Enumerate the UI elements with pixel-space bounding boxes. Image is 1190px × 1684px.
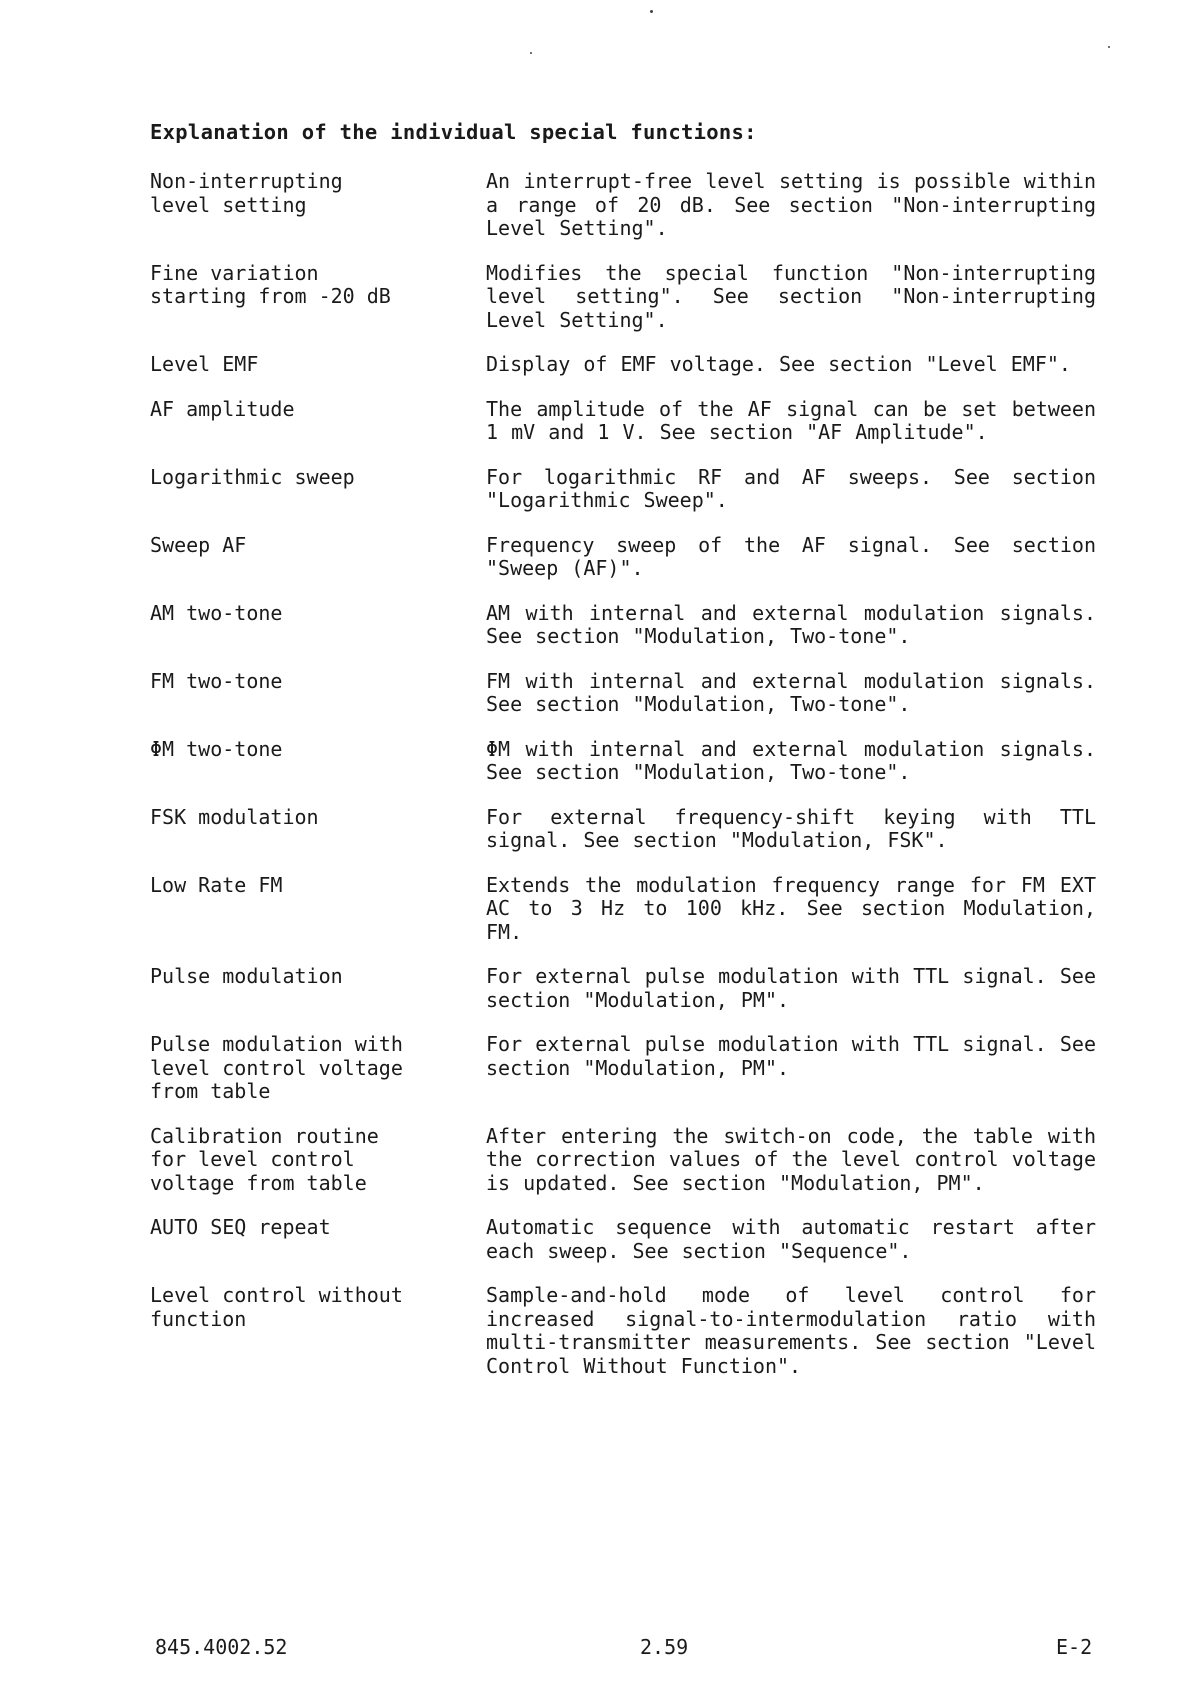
function-term: Sweep AF (150, 532, 247, 557)
function-entry (150, 170, 1100, 241)
function-entry (150, 398, 1100, 445)
function-description: Modifies the special function "Non-interrupting level setting". See section "Non-interrupting Level Setting". (486, 260, 1096, 332)
function-description: For external frequency-shift keying with TTL signal. See section "Modulation, FSK". (486, 804, 1096, 852)
function-description: Extends the modulation frequency range for FM EXT AC to 3 Hz to 100 kHz. See section Modulation, FM. (486, 872, 1096, 944)
scan-speck (650, 10, 653, 13)
function-term: Logarithmic sweep (150, 464, 355, 489)
function-entry (150, 602, 1100, 649)
function-description: An interrupt-free level setting is possible within a range of 20 dB. See section "Non-interrupting Level Setting". (486, 169, 1096, 240)
function-entry (150, 466, 1100, 513)
function-term: Fine variation starting from -20 dB (150, 260, 391, 308)
function-term: Level EMF (150, 352, 259, 376)
footer-doc-number: 845.4002.52 (155, 1635, 288, 1659)
function-term: Pulse modulation with level control voltage from table (150, 1032, 403, 1103)
function-entry (150, 874, 1100, 945)
function-term: AF amplitude (150, 396, 295, 421)
function-term: Level control without function (150, 1283, 403, 1331)
function-entry (150, 262, 1100, 333)
function-entry (150, 1125, 1100, 1196)
function-entry (150, 1284, 1100, 1378)
function-description: The amplitude of the AF signal can be set between 1 mV and 1 V. See section "AF Amplitude". (486, 396, 1096, 444)
scan-speck (1108, 46, 1110, 48)
function-entry (150, 534, 1100, 581)
function-term: FSK modulation (150, 804, 319, 829)
function-description: FM with internal and external modulation signals. See section "Modulation, Two-tone". (486, 668, 1096, 716)
function-term: Pulse modulation (150, 964, 343, 988)
function-term: AUTO SEQ repeat (150, 1215, 331, 1239)
function-description: Display of EMF voltage. See section "Level EMF". (486, 352, 1071, 376)
function-term: AM two-tone (150, 600, 283, 625)
function-description: For logarithmic RF and AF sweeps. See section "Logarithmic Sweep". (486, 464, 1096, 512)
function-description: For external pulse modulation with TTL signal. See section "Modulation, PM". (486, 1032, 1096, 1080)
function-description: ΦM with internal and external modulation signals. See section "Modulation, Two-tone". (486, 736, 1096, 784)
function-description: AM with internal and external modulation signals. See section "Modulation, Two-tone". (486, 600, 1096, 648)
function-entry (150, 670, 1100, 717)
function-entry (150, 806, 1100, 853)
page-heading: Explanation of the individual special functions: (150, 120, 757, 144)
function-term: Calibration routine for level control voltage from table (150, 1123, 379, 1195)
function-description: For external pulse modulation with TTL signal. See section "Modulation, PM". (486, 964, 1096, 1012)
function-term: Low Rate FM (150, 872, 283, 897)
function-list (150, 170, 1100, 1399)
function-description: After entering the switch-on code, the table with the correction values of the level control voltage is updated. See section "Modulation, PM". (486, 1123, 1096, 1195)
function-description: Frequency sweep of the AF signal. See section "Sweep (AF)". (486, 532, 1096, 580)
function-description: Automatic sequence with automatic restart after each sweep. See section "Sequence". (486, 1215, 1096, 1263)
scan-speck (530, 52, 532, 54)
function-term: FM two-tone (150, 668, 283, 693)
footer-revision: 2.59 (640, 1635, 689, 1659)
function-term: Non-interrupting level setting (150, 169, 343, 217)
function-entry (150, 1033, 1100, 1104)
function-entry (150, 738, 1100, 785)
function-entry (150, 353, 1100, 377)
function-term: ΦM two-tone (150, 736, 283, 761)
function-entry (150, 1216, 1100, 1263)
footer-page-number: E-2 (1056, 1635, 1093, 1659)
function-entry (150, 965, 1100, 1012)
function-description: Sample-and-hold mode of level control for increased signal-to-intermodulation ratio with multi-transmitter measurements. See section "Level Control Without Function". (486, 1283, 1096, 1378)
